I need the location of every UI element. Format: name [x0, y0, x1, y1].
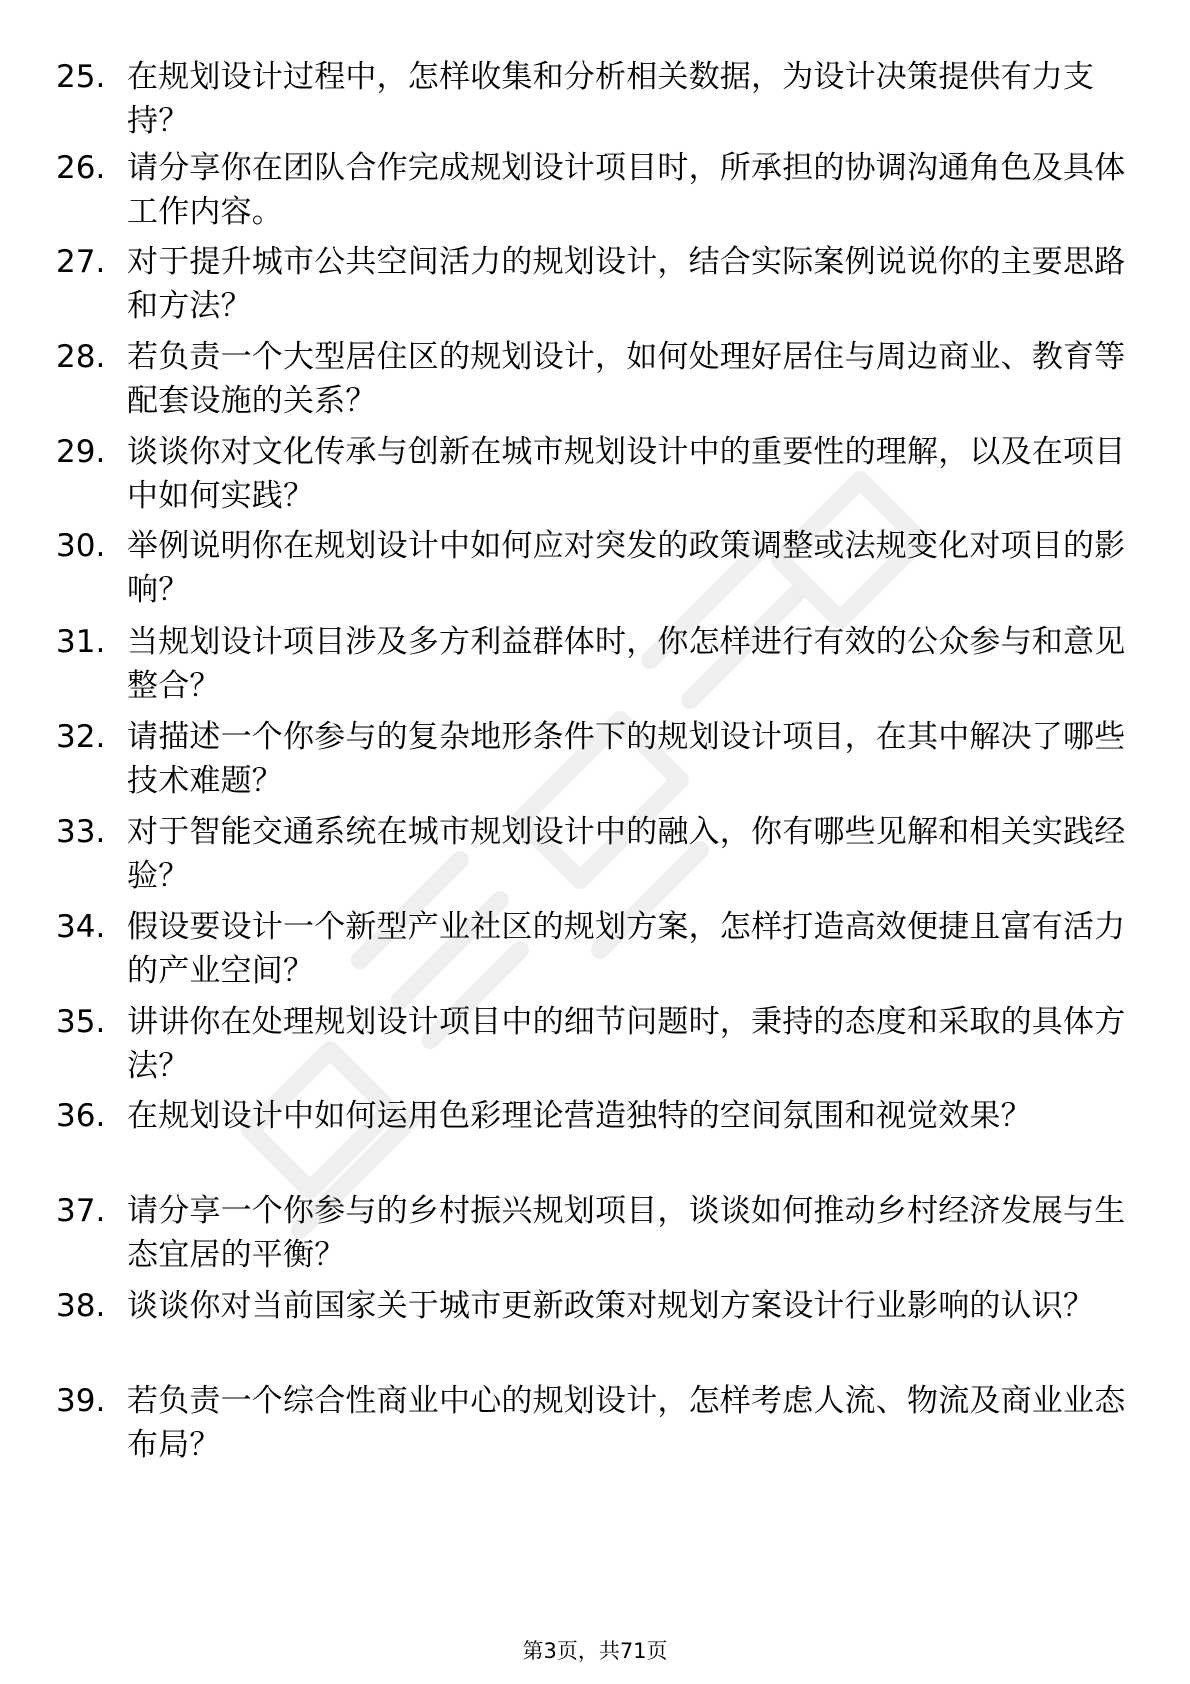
question-text: 在规划设计过程中，怎样收集和分析相关数据，为设计决策提供有力支持？	[127, 59, 1095, 139]
question-text: 若负责一个大型居住区的规划设计，如何处理好居住与周边商业、教育等配套设施的关系？	[127, 339, 1126, 419]
question-text: 谈谈你对文化传承与创新在城市规划设计中的重要性的理解，以及在项目中如何实践？	[127, 434, 1126, 514]
question-text: 请分享你在团队合作完成规划设计项目时，所承担的协调沟通角色及具体工作内容。	[127, 150, 1126, 230]
question-number: 34.	[56, 909, 106, 945]
question-text: 请分享一个你参与的乡村振兴规划项目，谈谈如何推动乡村经济发展与生态宜居的平衡？	[127, 1193, 1126, 1273]
question-text: 对于提升城市公共空间活力的规划设计，结合实际案例说说你的主要思路和方法？	[127, 244, 1126, 324]
question-number: 38.	[56, 1288, 106, 1324]
question-number: 32.	[56, 719, 106, 755]
page-footer: 第3页，共71页	[522, 1639, 668, 1663]
question-number: 27.	[56, 244, 106, 280]
question-number: 36.	[56, 1098, 106, 1134]
question-text: 举例说明你在规划设计中如何应对突发的政策调整或法规变化对项目的影响？	[127, 528, 1126, 608]
question-text: 在规划设计中如何运用色彩理论营造独特的空间氛围和视觉效果？	[127, 1098, 1032, 1134]
question-number: 35.	[56, 1004, 106, 1040]
question-number: 37.	[56, 1193, 106, 1229]
question-text: 假设要设计一个新型产业社区的规划方案，怎样打造高效便捷且富有活力的产业空间？	[127, 909, 1126, 989]
question-number: 25.	[56, 59, 106, 95]
question-number: 29.	[56, 434, 106, 470]
question-number: 39.	[56, 1383, 106, 1419]
question-text: 当规划设计项目涉及多方利益群体时，你怎样进行有效的公众参与和意见整合？	[127, 624, 1126, 704]
question-number: 26.	[56, 150, 106, 186]
question-number: 28.	[56, 339, 106, 375]
question-text: 谈谈你对当前国家关于城市更新政策对规划方案设计行业影响的认识？	[127, 1288, 1095, 1324]
question-text: 请描述一个你参与的复杂地形条件下的规划设计项目，在其中解决了哪些技术难题？	[127, 719, 1126, 799]
question-text: 讲讲你在处理规划设计项目中的细节问题时，秉持的态度和采取的具体方法？	[127, 1004, 1126, 1084]
question-text: 若负责一个综合性商业中心的规划设计，怎样考虑人流、物流及商业业态布局？	[127, 1383, 1126, 1463]
question-number: 30.	[56, 528, 106, 564]
question-number: 33.	[56, 814, 106, 850]
question-text: 对于智能交通系统在城市规划设计中的融入，你有哪些见解和相关实践经验？	[127, 814, 1126, 894]
question-number: 31.	[56, 624, 106, 660]
